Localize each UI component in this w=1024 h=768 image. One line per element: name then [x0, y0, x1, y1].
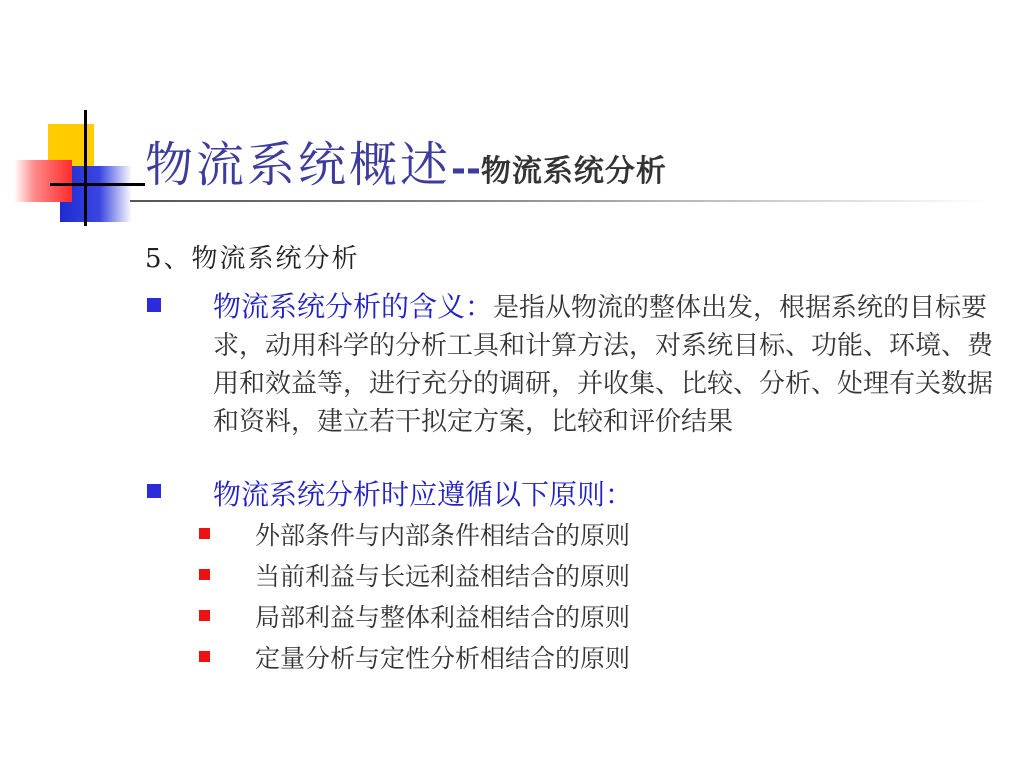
definition-lead: 物流系统分析的含义： — [213, 290, 494, 323]
logo-vertical-line — [84, 110, 87, 226]
section-heading: 5、物流系统分析 — [145, 244, 360, 274]
bullet-square-icon — [147, 298, 161, 312]
title-underline — [130, 200, 990, 202]
slide-logo-decoration — [0, 0, 160, 240]
sub-bullet-square-icon — [199, 528, 210, 539]
definition-text: 是指从物流的整体出发，根据系统的目标要求，动用科学的分析工具和计算方法，对系统目标、功能、环境、费用和效益等，进行充分的调研，并收集、比较、分析、处理有关数据和资料，建立若干拟定方案，比较和评价结果 — [213, 293, 994, 437]
title-subtitle: 物流系统分析 — [480, 154, 667, 189]
sub-bullet-square-icon — [199, 651, 210, 662]
sub-bullet-square-icon — [199, 569, 210, 580]
sub-bullet-square-icon — [199, 610, 210, 621]
title-main: 物流系统概述 — [145, 137, 452, 193]
principle-item: 局部利益与整体利益相结合的原则 — [255, 603, 631, 632]
bullet-square-icon — [147, 484, 161, 498]
principle-item: 定量分析与定性分析相结合的原则 — [255, 644, 631, 673]
principles-lead: 物流系统分析时应遵循以下原则： — [213, 478, 634, 511]
principle-item: 外部条件与内部条件相结合的原则 — [255, 521, 631, 550]
title-separator: -- — [451, 149, 481, 190]
slide-title — [145, 126, 667, 195]
logo-horizontal-line — [50, 183, 145, 186]
principle-item: 当前利益与长远利益相结合的原则 — [255, 562, 631, 591]
definition-paragraph — [213, 288, 1003, 441]
logo-red-square — [14, 160, 72, 202]
